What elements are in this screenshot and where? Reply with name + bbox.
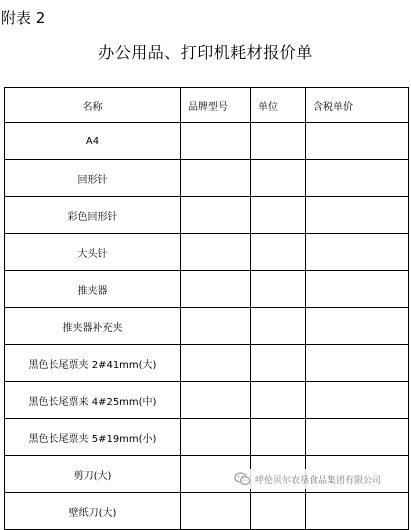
- table-row: [5, 234, 409, 271]
- item-name-cell: 黑色长尾票来 4#25mm(中): [5, 382, 181, 419]
- wechat-icon: [234, 472, 251, 486]
- brand-model-cell: [181, 160, 251, 197]
- brand-model-cell: [181, 234, 251, 271]
- brand-model-cell: [181, 123, 251, 160]
- source-watermark: [232, 469, 383, 489]
- unit-cell: [251, 419, 306, 456]
- brand-model-cell: [181, 382, 251, 419]
- unit-cell: [251, 382, 306, 419]
- table-row: [5, 308, 409, 345]
- item-name-cell: 彩色回形针: [5, 197, 181, 234]
- quotation-table: [4, 87, 409, 530]
- tax-price-cell: [306, 308, 409, 345]
- table-row: [5, 345, 409, 382]
- unit-cell: [251, 345, 306, 382]
- unit-cell: [251, 160, 306, 197]
- tax-price-cell: [306, 234, 409, 271]
- brand-model-cell: [181, 419, 251, 456]
- item-name-cell: 剪刀(大): [5, 456, 181, 493]
- item-name-cell: 壁纸刀(大): [5, 493, 181, 530]
- table-row: [5, 197, 409, 234]
- table-row: [5, 382, 409, 419]
- unit-cell: [251, 271, 306, 308]
- tax-price-cell: [306, 197, 409, 234]
- tax-price-cell: [306, 493, 409, 530]
- table-row: [5, 419, 409, 456]
- unit-cell: [251, 123, 306, 160]
- table-row: [5, 493, 409, 530]
- item-name-cell: 大头针: [5, 234, 181, 271]
- unit-cell: [251, 234, 306, 271]
- tax-price-cell: [306, 419, 409, 456]
- brand-model-cell: [181, 308, 251, 345]
- document-title: 办公用品、打印机耗材报价单: [98, 43, 313, 62]
- item-name-cell: 黑色长尾票夹 5#19mm(小): [5, 419, 181, 456]
- brand-model-cell: [181, 271, 251, 308]
- brand-model-cell: [181, 493, 251, 530]
- tax-price-cell: [306, 345, 409, 382]
- tax-price-cell: [306, 271, 409, 308]
- brand-model-cell: [181, 345, 251, 382]
- unit-cell: [251, 197, 306, 234]
- header-unit: 单位: [251, 88, 306, 123]
- tax-price-cell: [306, 160, 409, 197]
- table-header-row: [5, 88, 409, 123]
- item-name-cell: 推夹器: [5, 271, 181, 308]
- header-tax-price: 含税单价: [306, 88, 409, 123]
- item-name-cell: 推夹器补充夹: [5, 308, 181, 345]
- header-name: 名称: [5, 88, 181, 123]
- table-row: [5, 271, 409, 308]
- brand-model-cell: [181, 197, 251, 234]
- item-name-cell: 黑色长尾票夹 2#41mm(大): [5, 345, 181, 382]
- watermark-text: 呼伦贝尔农垦食品集团有限公司: [255, 475, 382, 486]
- item-name-cell: 回形针: [5, 160, 181, 197]
- unit-cell: [251, 308, 306, 345]
- tax-price-cell: [306, 123, 409, 160]
- item-name-cell: A4: [5, 123, 181, 160]
- tax-price-cell: [306, 382, 409, 419]
- table-row: [5, 123, 409, 160]
- annex-label: 附表 2: [1, 9, 46, 27]
- unit-cell: [251, 493, 306, 530]
- table-row: [5, 160, 409, 197]
- header-brand-model: 品牌型号: [181, 88, 251, 123]
